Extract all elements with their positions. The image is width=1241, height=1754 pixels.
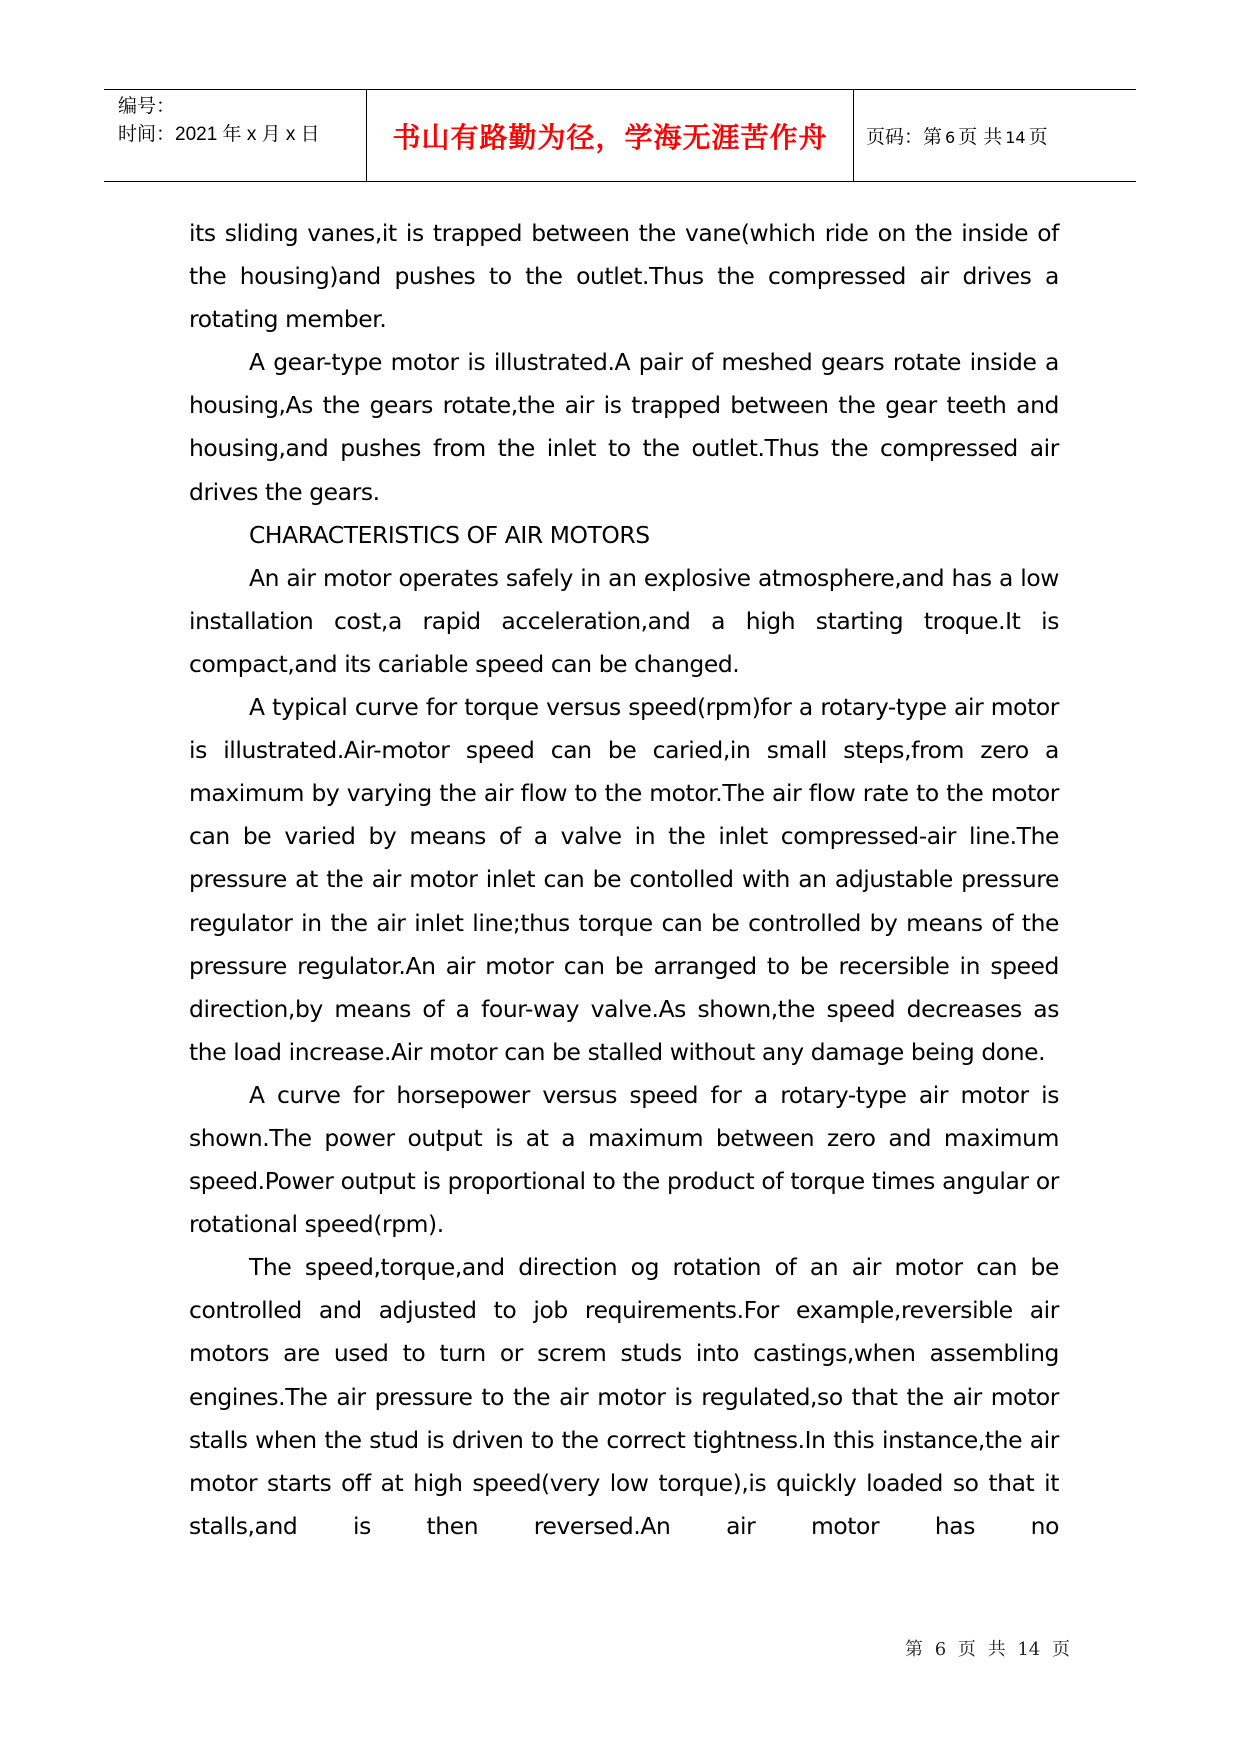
header-meta-cell xyxy=(104,90,367,181)
paragraph-characteristics: An air motor operates safely in an explosive atmosphere,and has a low installation cost,a rapid acceleration,and a high starting troque.It is compact,and its cariable speed can be changed. xyxy=(189,563,1059,678)
page-prefix: 页码：第 xyxy=(866,126,943,148)
date-label: 时间：2021 年 x 月 x 日 xyxy=(118,124,320,145)
paragraph-gear-motor: A gear-type motor is illustrated.A pair of meshed gears rotate inside a housing,As the gears rotate,the air is trapped between the gear teeth and housing,and pushes from the inlet to the outlet.Thus the compressed air drives the gears. xyxy=(189,348,1059,506)
current-page: 6 xyxy=(945,128,956,147)
paragraph-torque-curve: A typical curve for torque versus speed(rpm)for a rotary-type air motor is illustrated.Air-motor speed can be caried,in small steps,from zero a maximum by varying the air flow to the motor.The air flow rate to the motor can be varied by means of a valve in the inlet compressed-air line.The pressure at the air motor inlet can be contolled with an adjustable pressure regulator in the air inlet line;thus torque can be controlled by means of the pressure regulator.An air motor can be arranged to be recersible in speed direction,by means of a four-way valve.As shown,the speed decreases as the load increase.Air motor can be stalled without any damage being done. xyxy=(189,693,1059,1066)
page-suffix: 页 xyxy=(1028,126,1048,148)
section-heading: CHARACTERISTICS OF AIR MOTORS xyxy=(249,520,650,549)
serial-number-label: 编号： xyxy=(118,96,176,117)
header-page-number xyxy=(866,122,1048,149)
document-body xyxy=(189,212,1059,1548)
header-page-cell xyxy=(854,90,1136,181)
footer-page-number: 第 6 页 共 14 页 xyxy=(905,1639,1070,1660)
motto-text: 书山有路勤为径，学海无涯苦作舟 xyxy=(392,120,828,154)
paragraph-horsepower-curve: A curve for horsepower versus speed for a rotary-type air motor is shown.The power output is at a maximum between zero and maximum speed.Power output is proportional to the product of torque times angular or rotational speed(rpm). xyxy=(189,1080,1059,1239)
document-header-table xyxy=(104,89,1136,182)
page-mid: 页 共 xyxy=(958,126,1003,148)
header-motto-cell xyxy=(367,90,854,181)
paragraph-continued: its sliding vanes,it is trapped between the vane(which ride on the inside of the housing)and pushes to the outlet.Thus the compressed air drives a rotating member. xyxy=(189,219,1059,334)
paragraph-speed-control: The speed,torque,and direction og rotation of an air motor can be controlled and adjusted to job requirements.For example,reversible air motors are used to turn or screm studs into castings,when assembling engines.The air pressure to the air motor is regulated,so that the air motor stalls when the stud is driven to the correct tightness.In this instance,the air motor starts off at high speed(very low torque),is quickly loaded so that it stalls,and is then reversed.An air motor has no xyxy=(189,1253,1059,1540)
total-pages: 14 xyxy=(1005,128,1026,147)
